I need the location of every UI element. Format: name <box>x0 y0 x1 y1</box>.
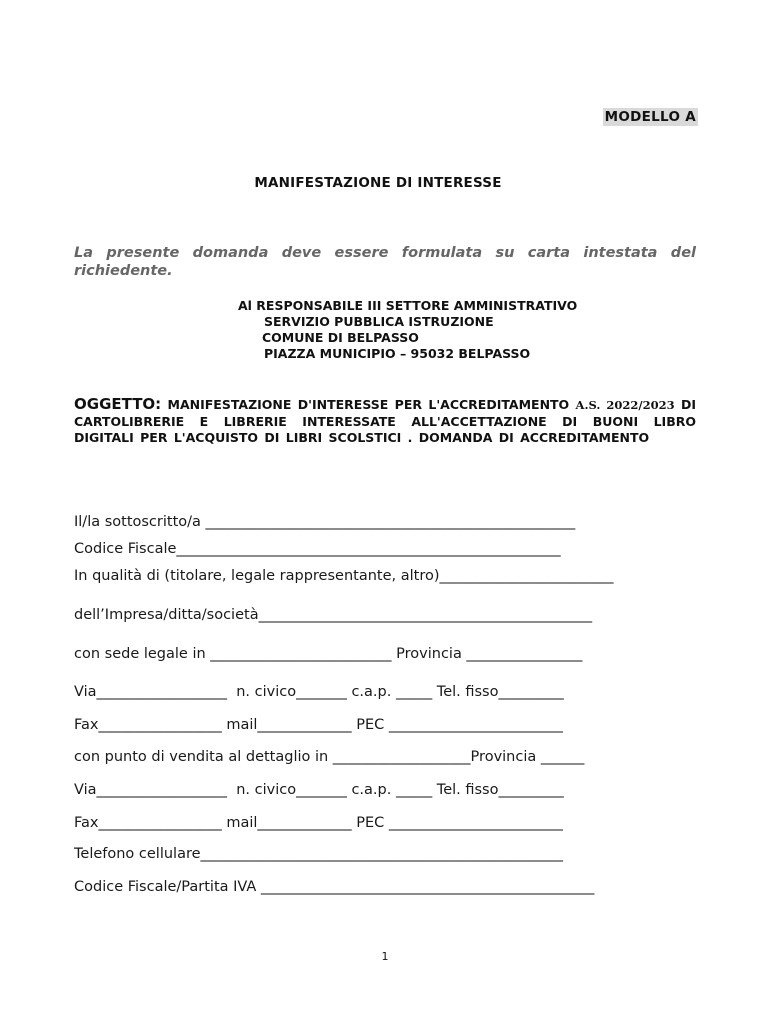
recipient-address <box>238 298 577 362</box>
field-fax-vendita[interactable]: Fax_________________ mail_____________ PEC ________________________ <box>74 815 563 831</box>
field-via-sede[interactable]: Via__________________ n. civico_______ c.a.p. _____ Tel. fisso_________ <box>74 684 564 700</box>
field-sede-legale[interactable]: con sede legale in _________________________ Provincia ________________ <box>74 646 583 662</box>
field-via-vendita[interactable]: Via__________________ n. civico_______ c.a.p. _____ Tel. fisso_________ <box>74 782 564 798</box>
address-line-3: COMUNE DI BELPASSO <box>262 330 419 345</box>
address-line-2: SERVIZIO PUBBLICA ISTRUZIONE <box>264 314 494 329</box>
field-punto-vendita[interactable]: con punto di vendita al dettaglio in ___________________Provincia ______ <box>74 749 585 765</box>
field-cf-piva[interactable]: Codice Fiscale/Partita IVA ______________________________________________ <box>74 879 595 895</box>
subject-year: A.S. 2022/2023 <box>575 398 675 412</box>
field-codice-fiscale[interactable]: Codice Fiscale_____________________________________________________ <box>74 541 561 557</box>
field-sottoscritto[interactable]: Il/la sottoscritto/a ___________________________________________________ <box>74 514 576 530</box>
field-impresa[interactable]: dell’Impresa/ditta/società______________________________________________ <box>74 607 593 623</box>
subject-part-1: MANIFESTAZIONE D'INTERESSE PER L'ACCREDITAMENTO <box>161 397 576 412</box>
document-title: MANIFESTAZIONE DI INTERESSE <box>254 175 502 191</box>
address-line-1: Al RESPONSABILE III SETTORE AMMINISTRATIVO <box>238 298 578 313</box>
address-line-4: PIAZZA MUNICIPIO – 95032 BELPASSO <box>264 346 531 361</box>
subject-block <box>74 396 696 447</box>
modello-label: MODELLO A <box>604 109 696 125</box>
subject-label: OGGETTO: <box>74 395 162 413</box>
field-qualita[interactable]: In qualità di (titolare, legale rappresentante, altro)________________________ <box>74 568 614 584</box>
field-fax-sede[interactable]: Fax_________________ mail_____________ PEC ________________________ <box>74 717 563 733</box>
field-cellulare[interactable]: Telefono cellulare__________________________________________________ <box>74 846 564 862</box>
subject-part-2: DI CARTOLIBRERIE E LIBRERIE INTERESSATE ALL'ACCETTAZIONE DI BUONI LIBRO DIGITALI PER L'ACQUISTO DI LIBRI SCOLSTICI . DOMANDA DI ACCREDITAMENTO <box>74 397 696 445</box>
intro-note: La presente domanda deve essere formulata su carta intestata del richiedente. <box>74 245 696 279</box>
page-number: 1 <box>381 950 389 963</box>
